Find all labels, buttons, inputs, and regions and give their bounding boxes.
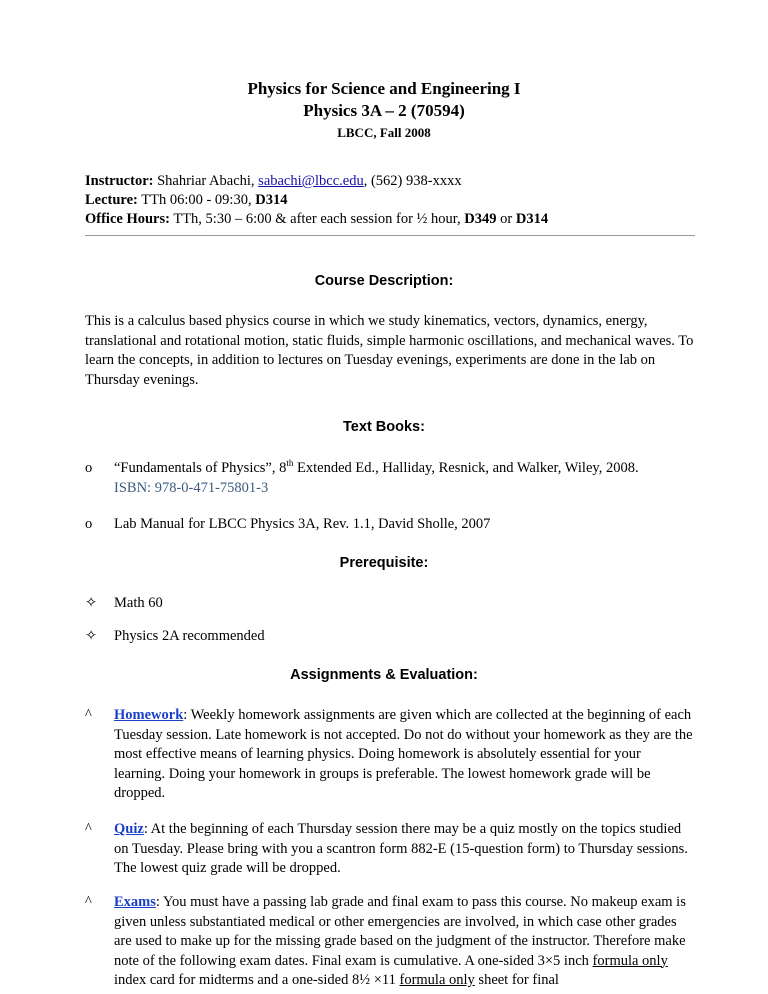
quiz-link[interactable]: Quiz xyxy=(114,821,144,837)
circle-bullet-icon: o xyxy=(85,516,93,532)
diamond-bullet-icon: ✧ xyxy=(85,628,98,644)
prereq-item-1 xyxy=(85,594,695,614)
homework-text: : Weekly homework assignments are given which are collected at the beginning of each Tuesday session. Late homework is not accepted. Do not do without your homework as they are the most effective means of learning physics. Doing homework is absolutely essential for your learning. Doing your homework in groups is preferable. The lowest homework grade will be dropped. xyxy=(114,707,693,801)
office-or: or xyxy=(496,211,516,227)
instructor-name: Shahriar Abachi, xyxy=(153,173,259,189)
homework-link[interactable]: Homework xyxy=(114,707,184,723)
office-hours-line xyxy=(85,210,695,229)
exams-formula-only-2: formula only xyxy=(399,972,475,988)
quiz-text: : At the beginning of each Thursday session there may be a quiz mostly on the topics studied on Tuesday. Please bring with you a scantron form 882-E (15-question form) to Thursday sessions. The lowest quiz grade will be dropped. xyxy=(114,821,688,876)
prereq-heading: Prerequisite: xyxy=(339,555,429,571)
exams-item xyxy=(85,893,695,991)
textbook-1-post: Extended Ed., Halliday, Resnick, and Walker, Wiley, 2008. xyxy=(293,460,639,476)
title-block xyxy=(0,78,768,144)
prereq-1-text: Math 60 xyxy=(114,595,163,611)
instructor-label: Instructor: xyxy=(85,173,154,189)
divider xyxy=(85,235,695,236)
homework-item xyxy=(85,706,695,804)
textbooks-heading: Text Books: xyxy=(343,419,425,435)
caret-bullet-icon: ^ xyxy=(85,707,92,723)
assignments-heading: Assignments & Evaluation: xyxy=(290,667,478,683)
textbook-1-pre: “Fundamentals of Physics”, 8 xyxy=(114,460,287,476)
exams-text-2: index card for midterms and a one-sided 8½ ×11 xyxy=(114,972,400,988)
office-hours-time: TTh, 5:30 – 6:00 & after each session for ½ hour, xyxy=(169,211,465,227)
textbook-2-text: Lab Manual for LBCC Physics 3A, Rev. 1.1, David Sholle, 2007 xyxy=(114,516,491,532)
course-term: LBCC, Fall 2008 xyxy=(337,125,431,140)
textbook-1-isbn: ISBN: 978-0-471-75801-3 xyxy=(114,479,269,496)
description-heading: Course Description: xyxy=(314,273,454,289)
textbook-item-1 xyxy=(85,459,695,498)
exams-formula-only-1: formula only xyxy=(592,952,668,969)
quiz-item xyxy=(85,820,695,879)
circle-bullet-icon: o xyxy=(85,460,93,476)
instructor-line xyxy=(85,172,695,191)
instructor-email-link[interactable]: sabachi@lbcc.edu xyxy=(258,173,364,189)
course-title: Physics for Science and Engineering I xyxy=(247,79,521,98)
caret-bullet-icon: ^ xyxy=(85,894,92,910)
lecture-line xyxy=(85,191,695,210)
description-text: This is a calculus based physics course in which we study kinematics, vectors, dynamics, energy, translational and rotational motion, static fluids, simple harmonic oscillations, and mechanical waves. To learn the concepts, in addition to lectures on Tuesday evenings, experiments are done in the lab on Thursday evenings. xyxy=(85,313,694,388)
lecture-room: D314 xyxy=(255,192,288,208)
instructor-phone: , (562) 938-xxxx xyxy=(363,173,462,189)
office-room-2: D314 xyxy=(515,211,549,227)
exams-text-1: : You must have a passing lab grade and final exam to pass this course. No makeup exam is given unless substantiated medical or other emergencies are involved, in which case other grades are used to make up for the missing grade based on the judgment of the instructor. Therefore make note of the following exam dates. Final exam is cumulative. A one-sided 3×5 inch xyxy=(114,894,686,969)
instructor-info xyxy=(85,172,695,229)
textbook-1-sup: th xyxy=(286,458,294,469)
office-hours-label: Office Hours: xyxy=(85,211,170,227)
prereq-2-text: Physics 2A recommended xyxy=(114,628,265,644)
textbook-item-2 xyxy=(85,515,695,535)
prereq-item-2 xyxy=(85,627,695,647)
office-room-1: D349 xyxy=(464,211,497,227)
lecture-time: TTh 06:00 - 09:30, xyxy=(137,192,256,208)
diamond-bullet-icon: ✧ xyxy=(85,595,98,611)
exams-text-3: sheet for final xyxy=(474,972,559,988)
lecture-label: Lecture: xyxy=(85,192,138,208)
caret-bullet-icon: ^ xyxy=(85,821,92,837)
exams-link[interactable]: Exams xyxy=(114,894,156,910)
course-code: Physics 3A – 2 (70594) xyxy=(303,101,465,120)
